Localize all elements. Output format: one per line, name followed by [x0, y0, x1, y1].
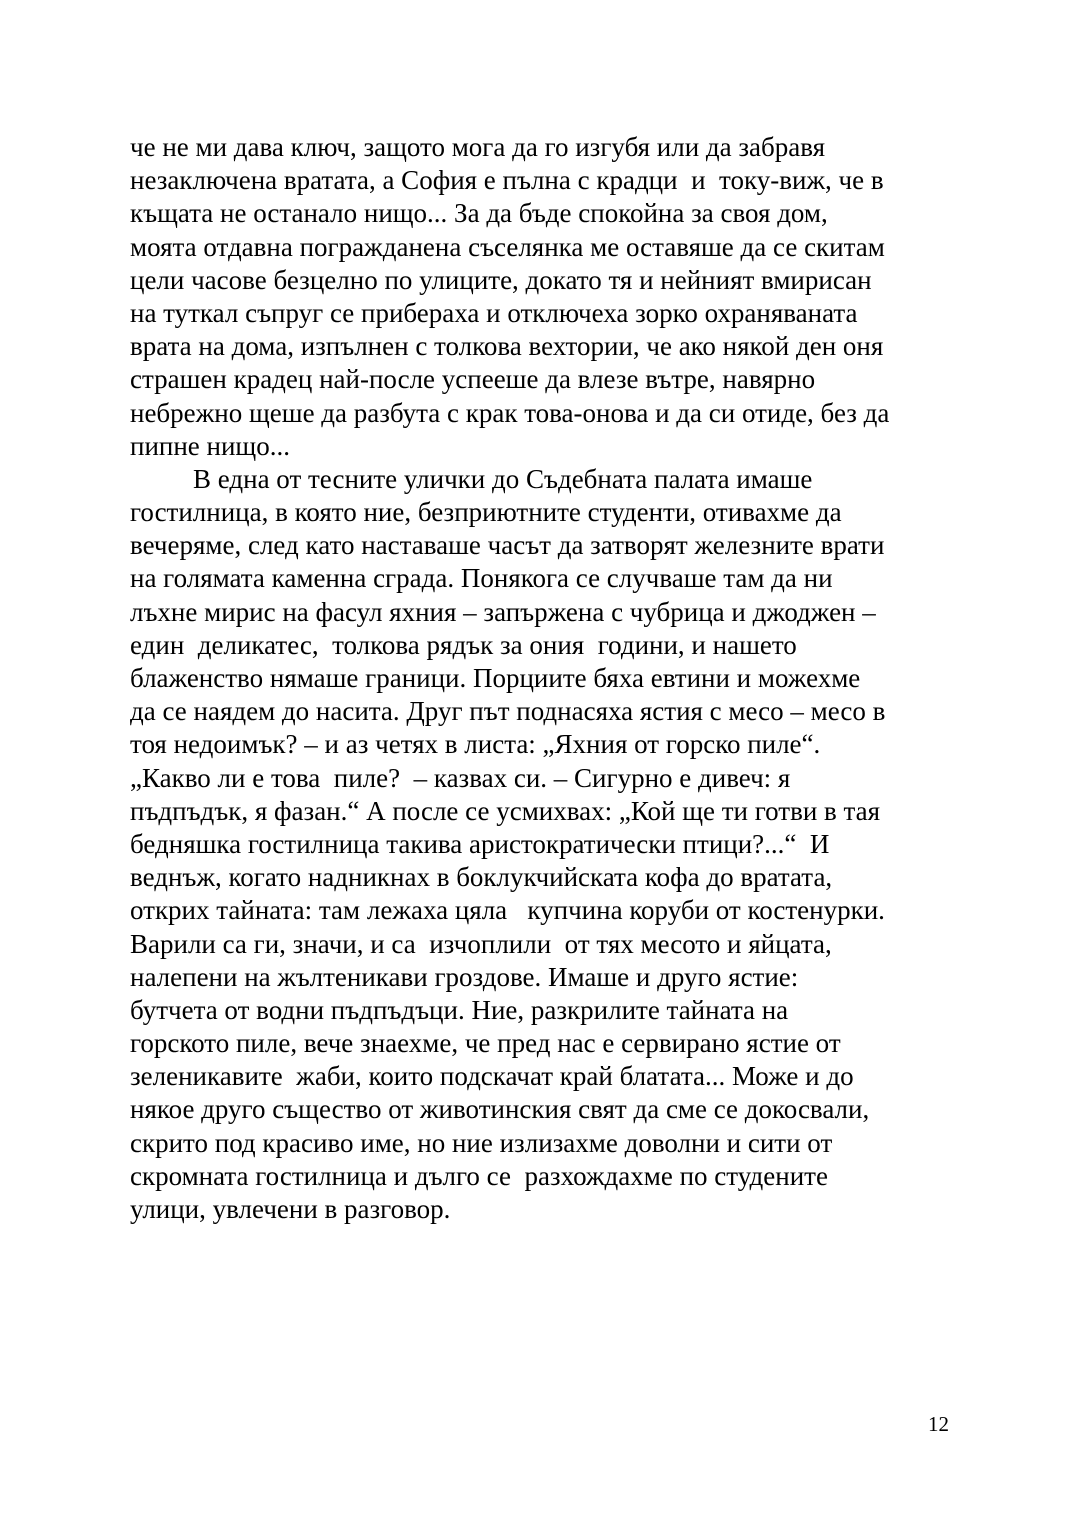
text-line: гостилница, в която ние, безприютните студенти, отивахме да: [130, 497, 842, 528]
text-line: блаженство нямаше граници. Порциите бяха евтини и можехме: [130, 663, 861, 693]
text-line: „Какво ли е това пиле? – казвах си. – Сигурно е дивеч: я: [130, 762, 791, 793]
text-line: небрежно щеше да разбута с крак това-онова и да си отиде, без да: [130, 397, 890, 428]
text-line: зеленикавите жаби, които подскачат край блатата... Може и до: [130, 1061, 854, 1092]
text-line: улици, увлечени в разговор.: [130, 1194, 451, 1224]
text-line: моята отдавна пограждан​ена съселянка ме оставяше да се скитам: [130, 231, 885, 262]
text-line: на туткал съпруг се прибераха и отключеха зорко охраняваната: [130, 297, 858, 328]
text-line: бедняшка гостилница такива аристократически птици?...“ И: [130, 828, 830, 859]
text-line: на голямата каменна сграда. Понякога се случваше там да ни: [130, 563, 833, 594]
text-line: къщата не останало нищо... За да бъде спокойна за своя дом,: [130, 198, 828, 229]
text-line: бутчета от водни пъдпъдъци. Ние, разкрилите тайната на: [130, 994, 789, 1025]
text-line: веднъж, когато надникнах в боклукчийската кофа до вратата,: [130, 862, 833, 893]
page-number: 12: [928, 1412, 949, 1436]
body-text: [130, 131, 960, 1226]
text-line: цели часове безцелно по улиците, докато тя и нейният вмирисан: [130, 264, 872, 295]
text-line: скромната гостилница и дълго се разхождахме по студените: [130, 1160, 828, 1191]
text-line: налепени на жълтеникави гроздове. Имаше и друго ястие:: [130, 961, 799, 992]
text-line: тоя недоимък? – и аз четях в листа: „Яхния от горско пиле“.: [130, 729, 821, 760]
text-line: горското пиле, вече знаехме, че пред нас е сервирано ястие от: [130, 1028, 841, 1059]
text-line: страшен крадец най-после успееше да влезе вътре, навярно: [130, 364, 816, 395]
text-line: лъхне мирис на фасул яхния – запържена с чубрица и джоджен –: [130, 596, 876, 627]
text-line: че не ми дава ключ, защото мога да го изгубя или да забравя: [130, 132, 826, 162]
text-line: пипне нищо...: [130, 430, 290, 461]
text-line: Варили са ги, значи, и са изчоплили от тях месото и яйцата,: [130, 928, 832, 959]
text-line: незаключена вратата, а София е пълна с крадци и току-виж, че в: [130, 165, 884, 196]
text-line: скрито под красиво име, но ние излизахме доволни и сити от: [130, 1127, 833, 1158]
text-line: открих тайната: там лежаха цяла купчина коруби от костенурки.: [130, 895, 885, 926]
text-line: вечеряме, след като наставаше часът да затворят железните врати: [130, 530, 885, 561]
paragraph-first-line: В една от тесните улички до Съдебната палата имаше: [193, 463, 813, 494]
text-line: някое друго същество от животинския свят да сме се докосвали,: [130, 1094, 870, 1125]
text-line: пъдпъдък, я фазан.“ А после се усмихвах: „Кой ще ти готви в тая: [130, 795, 881, 826]
text-line: врата на дома, изпълнен с толкова вехтории, че ако някой ден оня: [130, 331, 884, 362]
text-line: един деликатес, толкова рядък за ония години, и нашето: [130, 629, 797, 660]
text-line: да се наядем до насита. Друг път поднасяха ястия с месо – месо в: [130, 696, 886, 727]
